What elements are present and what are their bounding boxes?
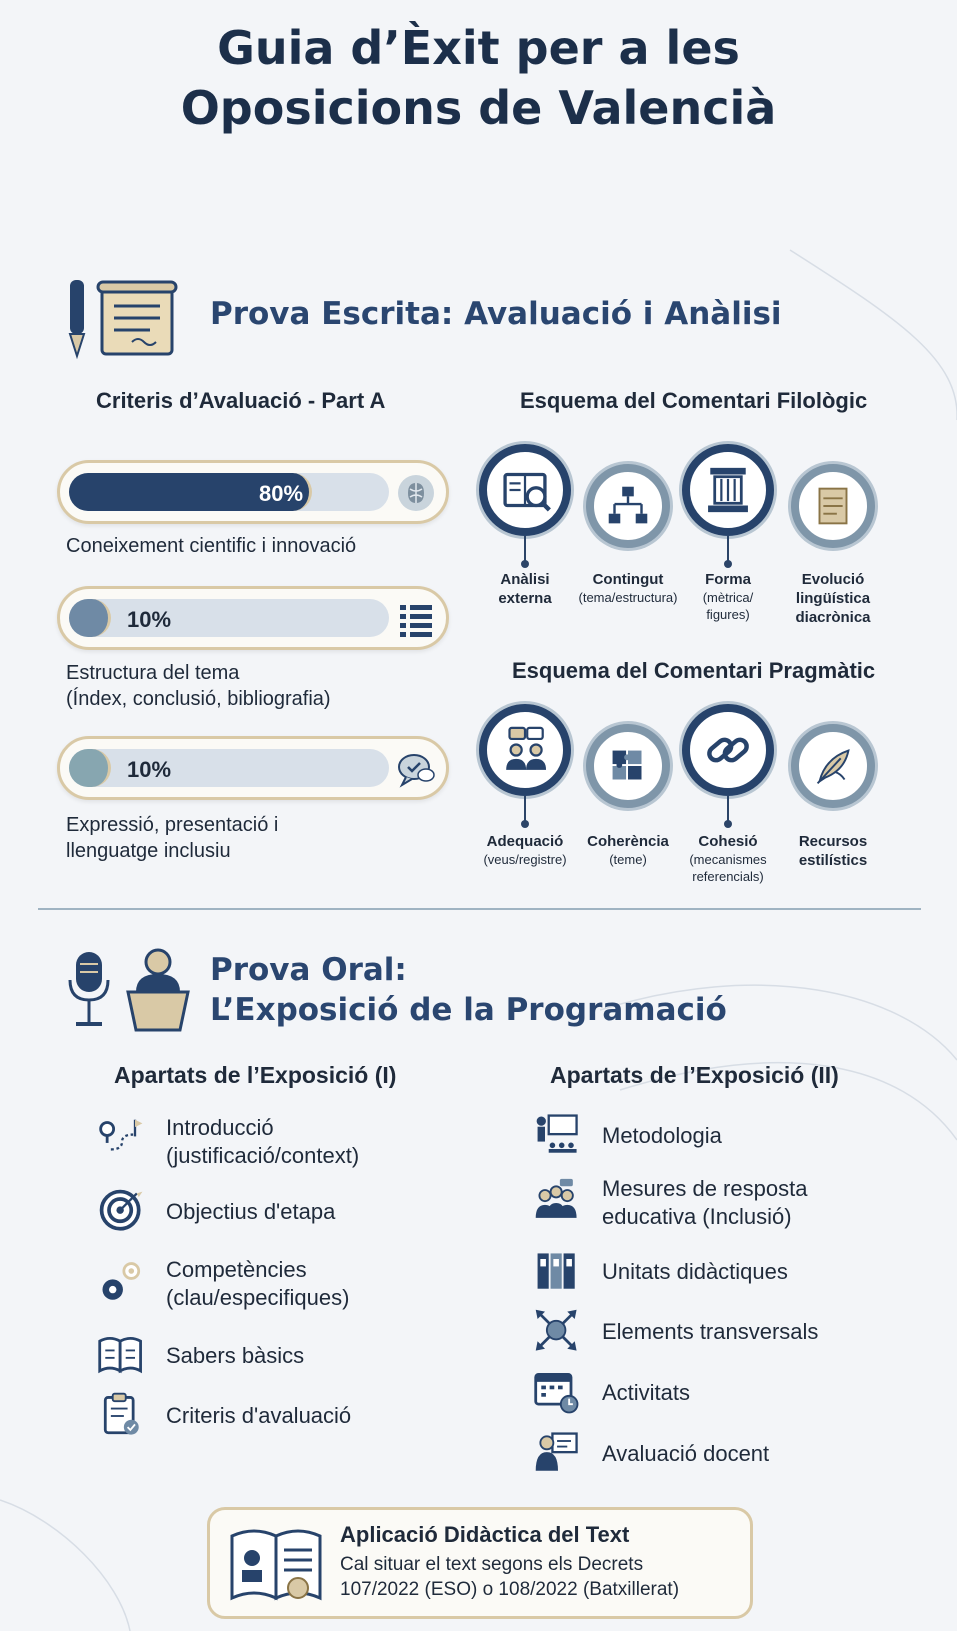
- footer-note: [207, 1507, 753, 1619]
- page-title-line-2: Oposicions de Valencià: [180, 81, 777, 135]
- pragmatic-label-main-4: Recursos estilístics: [798, 833, 868, 869]
- pragmatic-title: Esquema del Comentari Pragmàtic: [512, 658, 876, 683]
- pragmatic-circle-1: [479, 704, 571, 796]
- puzzle-icon: [601, 739, 655, 793]
- calendar-clock-icon: [532, 1367, 584, 1419]
- open-book-icon: [96, 1330, 148, 1382]
- oral-col1-item-4: [96, 1330, 304, 1382]
- oral-col2-item-3: [532, 1246, 788, 1298]
- criteria-bar-2: [57, 586, 449, 650]
- philological-label-1: [465, 570, 585, 608]
- oral-col2-item-label: Avaluació docent: [602, 1441, 770, 1466]
- criteria-bar-3: [57, 736, 449, 800]
- oral-col1-item-5: [96, 1390, 351, 1442]
- philological-label-main-4: Evolució lingüística diacrònica: [795, 571, 871, 626]
- gears-icon: [96, 1258, 148, 1310]
- pragmatic-label-4: [773, 832, 893, 870]
- philological-label-sub-2: (tema/estructura): [578, 590, 678, 605]
- bar-track: [69, 599, 389, 637]
- oral-title-line-2: L’Exposició de la Programació: [210, 992, 727, 1028]
- philological-circle-1: [479, 444, 571, 536]
- scroll-icon: [806, 479, 860, 533]
- bar-percentage: 10%: [127, 757, 172, 782]
- pragmatic-label-sub-1: (veus/registre): [483, 852, 567, 867]
- philological-circle-3: [682, 444, 774, 536]
- pragmatic-label-sub-2: (teme): [609, 852, 647, 867]
- criteria-label-3: Expressió, presentació i llenguatge inclusiu: [66, 814, 279, 862]
- oral-col2-item-label: Elements transversals: [602, 1319, 819, 1344]
- philological-label-main-2: Contingut: [592, 571, 664, 588]
- oral-col2-item-label: Activitats: [602, 1380, 691, 1405]
- list-icon: [396, 599, 436, 639]
- clipboard-check-icon: [96, 1390, 148, 1442]
- pragmatic-circle-2: [586, 724, 670, 808]
- philological-label-4: [773, 570, 893, 627]
- pragmatic-label-3: [668, 832, 788, 885]
- pragmatic-label-main-3: Cohesió: [698, 833, 758, 850]
- target-icon: [96, 1186, 148, 1238]
- criteria-label-2: Estructura del tema (Índex, conclusió, bibliografia): [66, 662, 331, 710]
- pragmatic-label-main-2: Coherència: [587, 833, 669, 850]
- oral-col2-item-label: Metodologia: [602, 1123, 722, 1148]
- criteria-bar-1: [57, 460, 449, 524]
- bar-percentage: 80%: [259, 481, 304, 506]
- oral-col1-item-label: Sabers bàsics: [166, 1343, 305, 1368]
- cross-arrows-icon: [532, 1306, 584, 1358]
- oral-col1-item-label: Introducció (justificació/context): [166, 1115, 360, 1168]
- oral-col1-item-3: [96, 1256, 349, 1312]
- pragmatic-circle-4: [791, 724, 875, 808]
- diverse-group-icon: [532, 1177, 584, 1229]
- philological-connector-3: [727, 536, 729, 562]
- oral-col1-item-2: [96, 1186, 335, 1238]
- oral-exam-title: [210, 950, 727, 1030]
- philological-circle-4: [791, 464, 875, 548]
- feather-icon: [806, 739, 860, 793]
- criteria-title: Criteris d’Avaluació - Part A: [96, 388, 386, 413]
- flowchart-icon: [601, 479, 655, 533]
- bar-percentage: 10%: [127, 607, 172, 632]
- people-chat-icon: [494, 719, 556, 781]
- written-exam-title: Prova Escrita: Avaluació i Anàlisi: [210, 296, 782, 332]
- oral-col2-item-1: [532, 1110, 722, 1162]
- map-route-icon: [96, 1116, 148, 1168]
- oral-col2-title: Apartats de l’Exposició (II): [550, 1062, 839, 1088]
- oral-col2-item-label: Unitats didàctiques: [602, 1259, 788, 1284]
- brain-icon: [396, 473, 436, 513]
- philological-label-sub-3: (mètrica/ figures): [702, 590, 754, 622]
- pragmatic-label-main-1: Adequació: [486, 833, 564, 850]
- criteria-label-1: Coneixement cientific i innovació: [66, 535, 357, 557]
- philological-connector-dot-1: [521, 560, 529, 568]
- column-icon: [697, 459, 759, 521]
- microphone-podium-icon: [66, 948, 196, 1037]
- footer-text: Cal situar el text segons els Decrets 107/2022 (ESO) o 108/2022 (Batxillerat): [340, 1554, 680, 1600]
- book-certificate-icon: [228, 1524, 324, 1604]
- oral-col1-item-label: Criteris d'avaluació: [166, 1403, 352, 1428]
- pragmatic-connector-dot-3: [724, 820, 732, 828]
- oral-col2-item-6: [532, 1428, 769, 1480]
- oral-col1-item-label: Competències (clau/especifiques): [166, 1257, 350, 1310]
- oral-col2-item-5: [532, 1367, 690, 1419]
- bar-track: [69, 473, 389, 511]
- oral-col1-item-1: [96, 1114, 359, 1170]
- fountain-pen-scroll-icon: [62, 278, 182, 365]
- pragmatic-connector-1: [524, 796, 526, 822]
- philological-circle-2: [586, 464, 670, 548]
- page-title: [0, 18, 957, 138]
- philological-label-3: [668, 570, 788, 623]
- pragmatic-circle-3: [682, 704, 774, 796]
- philological-connector-1: [524, 536, 526, 562]
- binders-icon: [532, 1246, 584, 1298]
- philological-label-main-1: Anàlisi externa: [498, 571, 552, 607]
- chain-link-icon: [697, 719, 759, 781]
- pragmatic-label-sub-3: (mecanismes referencials): [689, 852, 767, 884]
- oral-col2-item-label: Mesures de resposta educativa (Inclusió): [602, 1176, 808, 1229]
- oral-col2-item-4: [532, 1306, 818, 1358]
- pragmatic-connector-3: [727, 796, 729, 822]
- teacher-board-icon: [532, 1110, 584, 1162]
- book-magnifier-icon: [494, 459, 556, 521]
- philological-title: Esquema del Comentari Filològic: [520, 388, 868, 413]
- teacher-evaluation-icon: [532, 1428, 584, 1480]
- pragmatic-connector-dot-1: [521, 820, 529, 828]
- bar-fill: [69, 599, 111, 637]
- oral-title-line-1: Prova Oral:: [210, 952, 407, 988]
- bar-fill: [69, 749, 111, 787]
- page-title-line-1: Guia d’Èxit per a les: [217, 21, 740, 75]
- section-divider: [38, 908, 921, 910]
- bar-track: [69, 749, 389, 787]
- oral-col2-item-2: [532, 1175, 807, 1231]
- philological-label-main-3: Forma: [705, 571, 751, 588]
- footer-title: Aplicació Didàctica del Text: [340, 1522, 630, 1547]
- oral-col1-title: Apartats de l’Exposició (I): [114, 1062, 397, 1088]
- speech-bubble-icon: [396, 749, 436, 789]
- oral-col1-item-label: Objectius d'etapa: [166, 1199, 336, 1224]
- pragmatic-label-1: [465, 832, 585, 868]
- philological-connector-dot-3: [724, 560, 732, 568]
